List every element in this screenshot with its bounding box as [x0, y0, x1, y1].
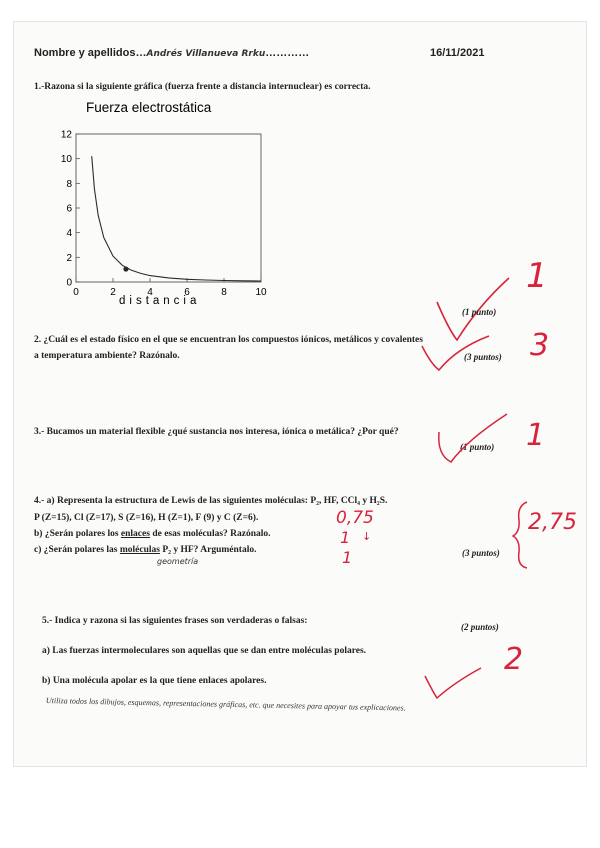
chart-y-tick-label: 0: [66, 277, 72, 289]
chart-x-tick-label: 8: [221, 287, 227, 298]
question-5-text: 5.- Indica y razona si las siguientes frases son verdaderas o falsas:: [42, 616, 308, 626]
chart-x-label: distancia: [119, 295, 201, 307]
name-dots: …………: [265, 47, 310, 59]
chart-y-tick-label: 8: [66, 178, 72, 190]
chart-data-point: [123, 266, 128, 271]
chart-x-tick-label: 0: [73, 287, 79, 298]
footer-note: Utiliza todos los dibujos, esquemas, representaciones gráficas, etc. que necesites para apoyar tus explicaciones.: [45, 696, 406, 713]
statement-a: a) Las fuerzas intermoleculares son aquellas que se dan entre moléculas polares.: [42, 646, 367, 656]
q4-points: (3 puntos): [462, 548, 500, 558]
chart-x-tick-label: 4: [147, 287, 153, 298]
chart-x-tick-label: 2: [110, 287, 116, 298]
exam-sheet: [14, 22, 586, 766]
underlined-enlaces: enlaces: [120, 529, 150, 539]
student-name: Andrés Villanueva Rrku: [146, 49, 266, 59]
grade-q4b: 1: [340, 528, 351, 547]
question-2-line-1: 2. ¿Cuál es el estado físico en el que se encuentran los compuestos iónicos, metálicos y covalentes: [34, 335, 423, 345]
chart-title: Fuerza electrostática: [86, 100, 212, 115]
exam-date: 16/11/2021: [430, 47, 485, 59]
grade-q4c: 1: [342, 548, 353, 567]
checkmark-icon: [419, 642, 489, 702]
force-distance-chart: [54, 94, 294, 314]
q1-points: (1 punto): [462, 307, 497, 317]
chart-x-tick-label: 6: [184, 287, 190, 298]
chart-y-tick-label: 6: [66, 203, 72, 215]
question-3-text: 3.- Bucamos un material flexible ¿qué sustancia nos interesa, iónica o metálica? ¿Por qué?: [34, 427, 399, 437]
grade-q3: 1: [526, 418, 546, 453]
q5-points: (2 puntos): [461, 622, 499, 632]
q3-points: (1 punto): [460, 442, 495, 452]
grade-q4a: 0,75: [336, 508, 374, 528]
name-label: Nombre y apellidos…: [34, 47, 147, 59]
chart-y-tick-label: 4: [66, 228, 72, 240]
checkmark-icon: [419, 334, 499, 374]
chart-y-tick-label: 2: [66, 252, 72, 264]
grade-q4-total: 2,75: [528, 510, 577, 535]
underlined-moleculas: moléculas: [119, 545, 160, 555]
question-2-line-2: a temperatura ambiente? Razónalo.: [34, 351, 180, 361]
question-4-line-1: 4.- a) Representa la estructura de Lewis de las siguientes moléculas: P₂, HF, CCl₄ y H₂S.: [34, 496, 388, 506]
checkmark-icon: [429, 410, 519, 470]
chart-x-tick-label: 10: [255, 287, 267, 298]
grade-q5: 2: [504, 642, 524, 677]
handwritten-note: geometría: [157, 557, 199, 566]
statement-b: b) Una molécula apolar es la que tiene enlaces apolares.: [42, 676, 267, 686]
down-arrow-icon: ↓: [362, 530, 372, 543]
question-4-line-2: P (Z=15), Cl (Z=17), S (Z=16), H (Z=1), F (9) y C (Z=6).: [34, 513, 259, 523]
name-line: [34, 47, 309, 59]
chart-frame: [76, 134, 261, 282]
question-4-line-4: c) ¿Serán polares las moléculas P₂ y HF? Arguméntalo.: [34, 545, 257, 555]
grade-q1: 1: [526, 256, 548, 296]
question-1-text: 1.-Razona si la siguiente gráfica (fuerza frente a distancia internuclear) es correcta.: [34, 82, 371, 92]
question-4-line-3: b) ¿Serán polares los enlaces de esas moléculas? Razónalo.: [34, 529, 271, 539]
chart-y-tick-label: 10: [60, 154, 72, 166]
grade-q2: 3: [530, 328, 550, 363]
q2-points: (3 puntos): [464, 352, 502, 362]
chart-y-tick-label: 12: [60, 129, 72, 141]
chart-series-line: [92, 156, 261, 281]
